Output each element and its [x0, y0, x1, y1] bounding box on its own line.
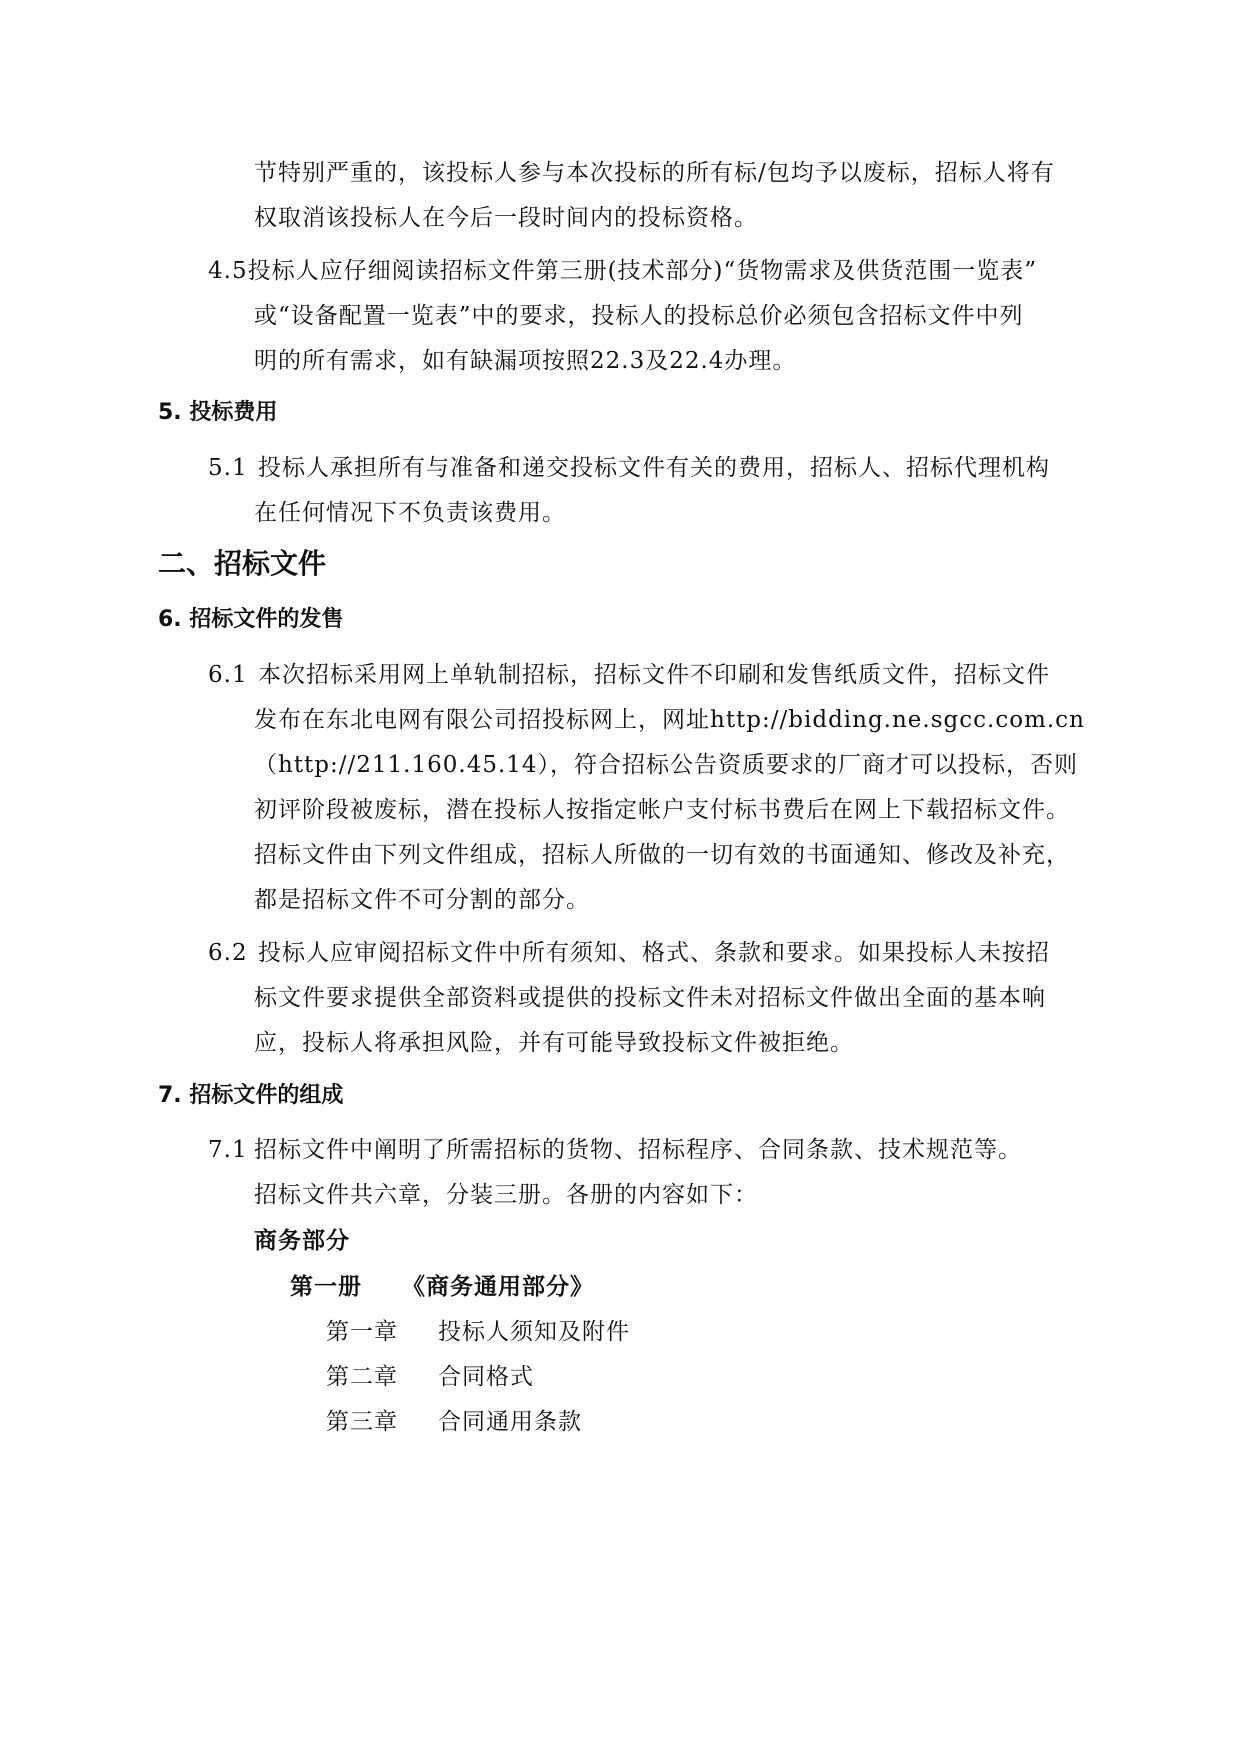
body-line: 都是招标文件不可分割的部分。	[254, 887, 590, 913]
clause-number: 6.1	[208, 662, 248, 688]
clause-5-1-line-1	[208, 453, 1050, 483]
section-heading-6: 6. 招标文件的发售	[158, 607, 344, 632]
clause-6-2-line-1	[208, 938, 1050, 968]
clause-text: 投标人应仔细阅读招标文件第三册(技术部分)“货物需求及供货范围一览表”	[247, 258, 1038, 284]
chapter-item	[326, 1317, 630, 1347]
chapter-item	[326, 1362, 534, 1392]
body-line: 节特别严重的，该投标人参与本次投标的所有标/包均予以废标，招标人将有	[254, 160, 1055, 186]
body-line: 标文件要求提供全部资料或提供的投标文件未对招标文件做出全面的基本响	[254, 985, 1046, 1011]
body-line: （http://211.160.45.14），符合招标公告资质要求的厂商才可以投标，否则	[254, 752, 1079, 778]
clause-number: 6.2	[208, 940, 248, 966]
body-line: 或“设备配置一览表”中的要求，投标人的投标总价必须包含招标文件中列	[254, 303, 1024, 329]
body-line: 明的所有需求，如有缺漏项按照22.3及22.4办理。	[254, 348, 797, 374]
chapter-title: 合同格式	[438, 1364, 534, 1390]
body-line: 初评阶段被废标，潜在投标人按指定帐户支付标书费后在网上下载招标文件。	[254, 797, 1070, 823]
volume-1-line	[290, 1272, 594, 1302]
clause-number: 4.5	[208, 258, 248, 284]
clause-7-1-line-1	[208, 1135, 1022, 1165]
clause-text: 招标文件中阐明了所需招标的货物、招标程序、合同条款、技术规范等。	[254, 1137, 1022, 1163]
chapter-label: 第三章	[326, 1409, 398, 1435]
body-line: 应，投标人将承担风险，并有可能导致投标文件被拒绝。	[254, 1030, 854, 1056]
volume-title: 《商务通用部分》	[402, 1274, 594, 1300]
part-heading: 二、招标文件	[158, 547, 327, 580]
body-line: 招标文件由下列文件组成，招标人所做的一切有效的书面通知、修改及补充，	[254, 842, 1070, 868]
chapter-title: 合同通用条款	[438, 1409, 582, 1435]
clause-text: 投标人应审阅招标文件中所有须知、格式、条款和要求。如果投标人未按招	[258, 940, 1050, 966]
volume-label: 第一册	[290, 1274, 362, 1300]
section-heading-5: 5. 投标费用	[158, 400, 278, 425]
body-line: 权取消该投标人在今后一段时间内的投标资格。	[254, 205, 758, 231]
chapter-item	[326, 1407, 582, 1437]
clause-number: 5.1	[208, 455, 248, 481]
clause-6-1-line-1	[208, 660, 1050, 690]
chapter-label: 第二章	[326, 1364, 398, 1390]
body-line: 招标文件共六章，分装三册。各册的内容如下：	[254, 1182, 758, 1208]
section-heading-7: 7. 招标文件的组成	[158, 1083, 344, 1108]
clause-text: 本次招标采用网上单轨制招标，招标文件不印刷和发售纸质文件，招标文件	[258, 662, 1050, 688]
clause-4-5-line-1	[208, 256, 1037, 286]
body-line: 发布在东北电网有限公司招投标网上，网址http://bidding.ne.sgcc.com.cn	[254, 707, 1085, 733]
business-part-label: 商务部分	[254, 1228, 350, 1254]
clause-number: 7.1	[208, 1137, 248, 1163]
chapter-label: 第一章	[326, 1319, 398, 1345]
chapter-title: 投标人须知及附件	[438, 1319, 630, 1345]
body-line: 在任何情况下不负责该费用。	[254, 500, 566, 526]
clause-text: 投标人承担所有与准备和递交投标文件有关的费用，招标人、招标代理机构	[258, 455, 1050, 481]
